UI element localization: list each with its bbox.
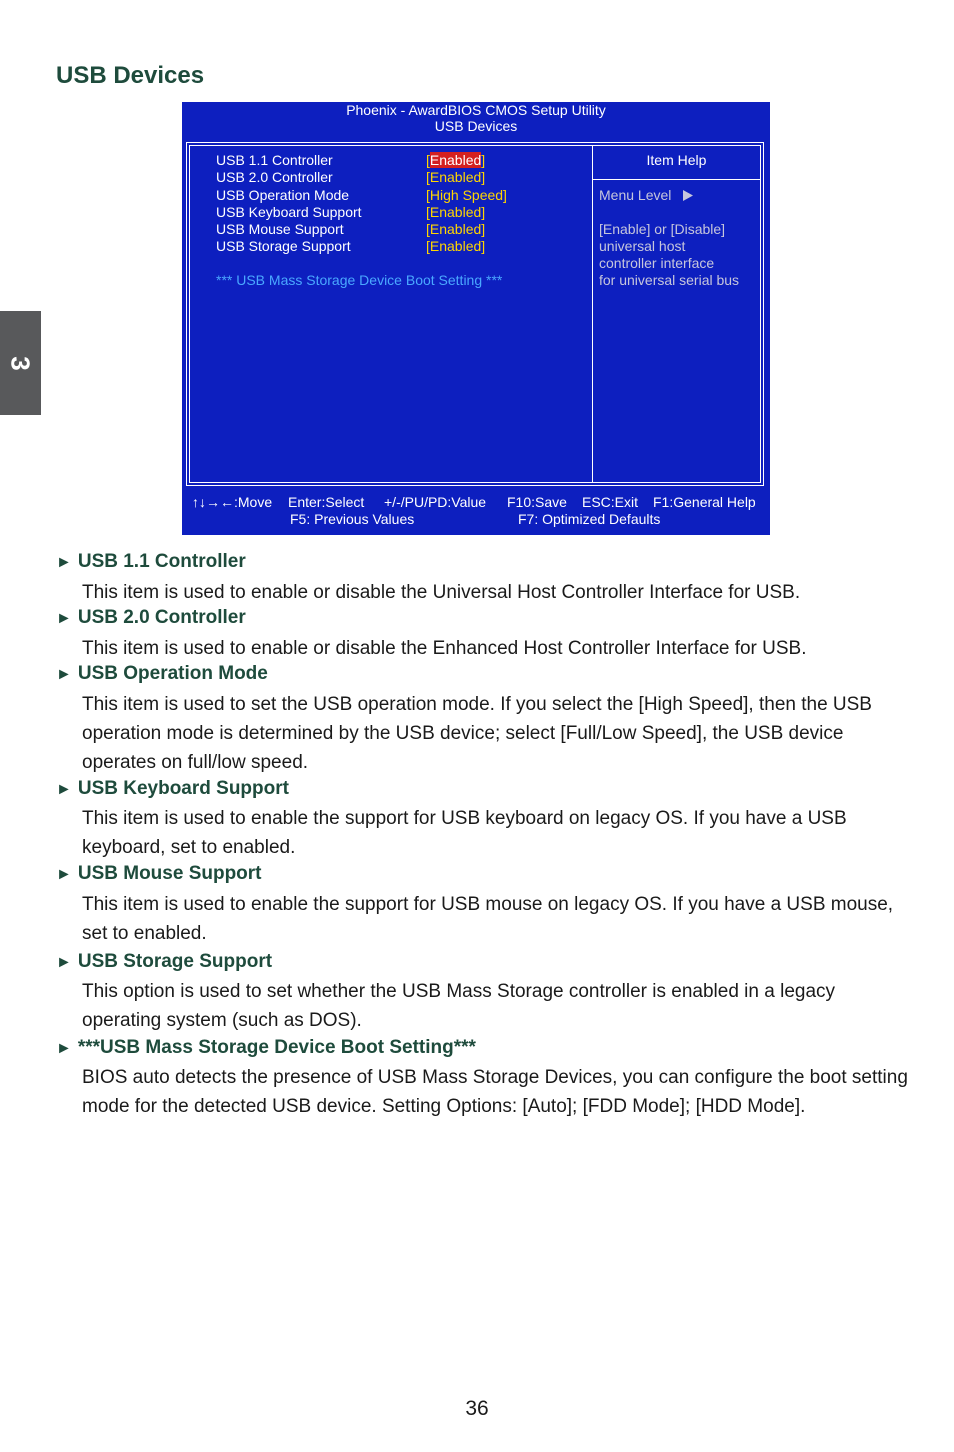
- bios-setting-label: USB Storage Support: [216, 238, 351, 254]
- triangle-right-icon: ►: [56, 554, 72, 571]
- triangle-right-icon: ►: [56, 1040, 72, 1057]
- item-description: BIOS auto detects the presence of USB Mass Storage Devices, you can configure the boot setting mode for the detected USB device. Setting Options: [Auto]; [FDD Mode]; [HDD Mode].: [82, 1067, 908, 1117]
- item-description: This item is used to enable or disable the Enhanced Host Controller Interface for USB.: [82, 638, 807, 659]
- bios-key-help: F1:General Help: [653, 494, 756, 510]
- bios-setting-value[interactable]: [Enabled]: [426, 152, 486, 168]
- bios-setting-row[interactable]: [182, 221, 592, 238]
- bios-setting-row[interactable]: [182, 187, 592, 204]
- triangle-right-icon: [683, 190, 693, 201]
- bios-setting-row[interactable]: [182, 169, 592, 186]
- item-heading: ► USB Operation Mode: [56, 663, 268, 684]
- bios-key-move: ↑↓→←:Move: [192, 494, 273, 510]
- bios-mass-storage-heading[interactable]: *** USB Mass Storage Device Boot Setting ***: [216, 272, 503, 288]
- bios-screenshot: [182, 102, 770, 535]
- bios-setting-value[interactable]: [Enabled]: [426, 221, 486, 237]
- bios-setting-value[interactable]: [Enabled]: [426, 169, 486, 185]
- bios-help-divider: [593, 179, 760, 180]
- chapter-number: 3: [6, 355, 36, 371]
- bios-setting-label: USB Operation Mode: [216, 187, 350, 203]
- chapter-tab: [0, 311, 41, 415]
- bios-key-exit: ESC:Exit: [582, 494, 639, 510]
- item-heading: ► USB Mouse Support: [56, 863, 262, 884]
- bios-setting-label: USB 2.0 Controller: [216, 169, 333, 185]
- bios-setting-label: USB Keyboard Support: [216, 204, 362, 220]
- bios-key-value: +/-/PU/PD:Value: [384, 494, 487, 510]
- bios-selected-value[interactable]: Enabled: [429, 152, 482, 168]
- item-description: This option is used to set whether the USB Mass Storage controller is enabled in a legacy operating system (such as DOS).: [82, 981, 836, 1031]
- bios-setting-row[interactable]: [182, 152, 592, 169]
- bios-setting-value[interactable]: [High Speed]: [426, 187, 507, 203]
- triangle-right-icon: ►: [56, 866, 72, 883]
- bios-header-title: Phoenix - AwardBIOS CMOS Setup Utility: [346, 102, 606, 118]
- bios-setting-label: USB Mouse Support: [216, 221, 344, 237]
- item-description: This item is used to enable the support for USB mouse on legacy OS. If you have a USB mouse, set to enabled.: [82, 894, 894, 944]
- triangle-right-icon: ►: [56, 781, 72, 798]
- item-heading: ► USB Storage Support: [56, 951, 273, 972]
- page-number: 36: [465, 1397, 489, 1420]
- item-heading: ► USB 1.1 Controller: [56, 551, 246, 572]
- bios-setting-value[interactable]: [Enabled]: [426, 204, 486, 220]
- bios-key-previous: F5: Previous Values: [290, 511, 415, 527]
- bios-help-line: [Enable] or [Disable]: [599, 221, 726, 237]
- item-description: This item is used to enable or disable the Universal Host Controller Interface for USB.: [82, 582, 801, 603]
- section-title: USB Devices: [56, 62, 205, 89]
- bios-setting-row[interactable]: [182, 238, 592, 255]
- bios-panel-divider: [592, 145, 593, 483]
- bios-help-line: controller interface: [599, 255, 715, 271]
- item-description: This item is used to enable the support for USB keyboard on legacy OS. If you have a USB keyboard, set to enabled.: [82, 808, 847, 858]
- item-heading: ► USB Keyboard Support: [56, 778, 289, 799]
- bios-key-save: F10:Save: [507, 494, 567, 510]
- bios-setting-value[interactable]: [Enabled]: [426, 238, 486, 254]
- bios-key-optimized: F7: Optimized Defaults: [518, 511, 661, 527]
- triangle-right-icon: ►: [56, 610, 72, 627]
- bios-setting-row[interactable]: [182, 204, 592, 221]
- triangle-right-icon: ►: [56, 954, 72, 971]
- bios-help-title: Item Help: [646, 152, 707, 168]
- item-heading: ► USB 2.0 Controller: [56, 607, 246, 628]
- bios-menu-level: Menu Level: [599, 187, 693, 204]
- item-description: This item is used to set the USB operation mode. If you select the [High Speed], then the USB operation mode is determined by the USB device; select [Full/Low Speed], the USB device operates on full/low speed.: [82, 694, 872, 773]
- bios-setting-label: USB 1.1 Controller: [216, 152, 333, 168]
- triangle-right-icon: ►: [56, 666, 72, 683]
- bios-help-line: universal host: [599, 238, 686, 254]
- item-heading: ► ***USB Mass Storage Device Boot Setting***: [56, 1037, 476, 1058]
- bios-help-line: for universal serial bus: [599, 272, 740, 288]
- bios-key-enter: Enter:Select: [288, 494, 365, 510]
- bios-header-subtitle: USB Devices: [434, 118, 518, 134]
